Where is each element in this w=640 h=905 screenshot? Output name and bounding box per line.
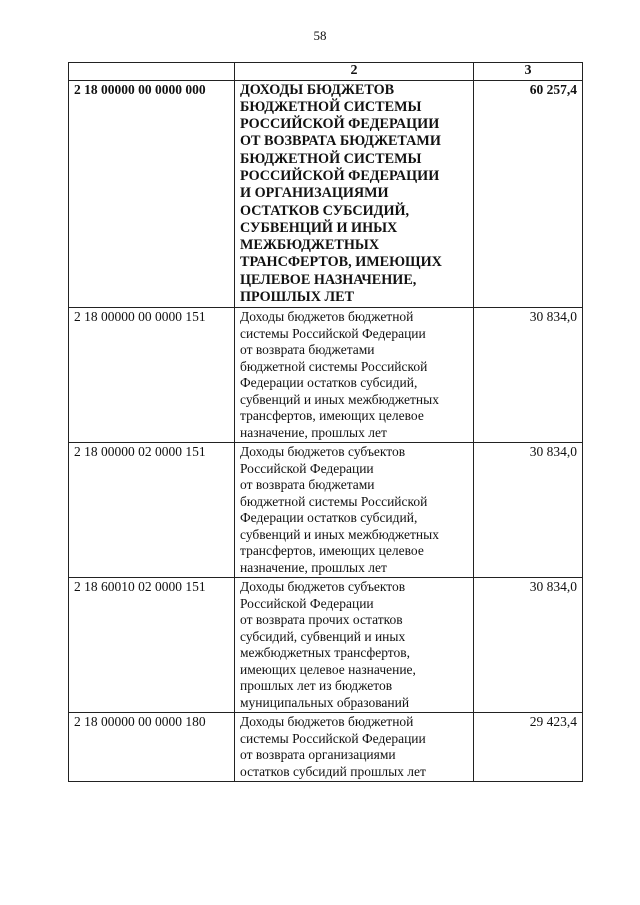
revenue-description (235, 80, 474, 308)
description-line: ПРОШЛЫХ ЛЕТ (240, 289, 355, 306)
description-line: системы Российской Федерации (240, 730, 426, 746)
description-line: имеющих целевое назначение, (240, 661, 416, 677)
description-line: Доходы бюджетов бюджетной (240, 309, 414, 325)
description-line: межбюджетных трансфертов, (240, 645, 411, 661)
description-line: прошлых лет из бюджетов (240, 678, 393, 694)
header-col-1 (69, 63, 235, 81)
description-line: назначение, прошлых лет (240, 424, 387, 440)
description-line: РОССИЙСКОЙ ФЕДЕРАЦИИ (240, 116, 440, 133)
description-line: СУБВЕНЦИЙ И ИНЫХ (240, 219, 398, 236)
table-row (69, 308, 583, 443)
page-number: 58 (313, 28, 327, 43)
table-row (69, 713, 583, 782)
description-line: от возврата бюджетами (240, 342, 375, 358)
description-line: трансфертов, имеющих целевое (240, 543, 424, 559)
amount-value: 30 834,0 (474, 308, 583, 443)
classification-code: 2 18 00000 00 0000 151 (69, 308, 235, 443)
description-line: БЮДЖЕТНОЙ СИСТЕМЫ (240, 150, 422, 167)
description-line: от возврата организациями (240, 747, 396, 763)
header-col-2: 2 (235, 63, 474, 81)
description-line: трансфертов, имеющих целевое (240, 408, 424, 424)
description-line: Российской Федерации (240, 460, 374, 476)
description-line: Федерации остатков субсидий, (240, 510, 418, 526)
description-line: назначение, прошлых лет (240, 559, 387, 575)
amount-value: 60 257,4 (474, 80, 583, 308)
description-line: от возврата бюджетами (240, 477, 375, 493)
revenue-description (235, 443, 474, 578)
revenue-table (68, 62, 583, 782)
classification-code: 2 18 00000 00 0000 180 (69, 713, 235, 782)
description-line: Доходы бюджетов субъектов (240, 444, 406, 460)
description-line: БЮДЖЕТНОЙ СИСТЕМЫ (240, 98, 422, 115)
revenue-description (235, 578, 474, 713)
description-line: Доходы бюджетов субъектов (240, 579, 406, 595)
description-line: субвенций и иных межбюджетных (240, 391, 439, 407)
description-line: МЕЖБЮДЖЕТНЫХ (240, 237, 380, 254)
classification-code: 2 18 00000 02 0000 151 (69, 443, 235, 578)
description-line: субвенций и иных межбюджетных (240, 526, 439, 542)
description-line: системы Российской Федерации (240, 325, 426, 341)
table-row (69, 578, 583, 713)
description-line: остатков субсидий прошлых лет (240, 763, 426, 779)
description-line: муниципальных образований (240, 694, 410, 710)
classification-code: 2 18 00000 00 0000 000 (69, 80, 235, 308)
amount-value: 30 834,0 (474, 443, 583, 578)
amount-value: 30 834,0 (474, 578, 583, 713)
description-line: Федерации остатков субсидий, (240, 375, 418, 391)
description-line: Российской Федерации (240, 595, 374, 611)
description-line: РОССИЙСКОЙ ФЕДЕРАЦИИ (240, 167, 440, 184)
table-row (69, 80, 583, 308)
description-line: от возврата прочих остатков (240, 612, 403, 628)
description-line: ОСТАТКОВ СУБСИДИЙ, (240, 202, 410, 219)
description-line: И ОРГАНИЗАЦИЯМИ (240, 185, 389, 202)
table-header-row (69, 63, 583, 81)
classification-code: 2 18 60010 02 0000 151 (69, 578, 235, 713)
description-line: субсидий, субвенций и иных (240, 628, 406, 644)
description-line: ДОХОДЫ БЮДЖЕТОВ (240, 81, 395, 98)
revenue-description (235, 713, 474, 782)
table-row (69, 443, 583, 578)
revenue-description (235, 308, 474, 443)
table-body (69, 80, 583, 782)
description-line: бюджетной системы Российской (240, 493, 428, 509)
header-col-3: 3 (474, 63, 583, 81)
description-line: бюджетной системы Российской (240, 358, 428, 374)
description-line: Доходы бюджетов бюджетной (240, 714, 414, 730)
amount-value: 29 423,4 (474, 713, 583, 782)
description-line: ТРАНСФЕРТОВ, ИМЕЮЩИХ (240, 254, 442, 271)
description-line: ЦЕЛЕВОЕ НАЗНАЧЕНИЕ, (240, 271, 417, 288)
description-line: ОТ ВОЗВРАТА БЮДЖЕТАМИ (240, 133, 441, 150)
